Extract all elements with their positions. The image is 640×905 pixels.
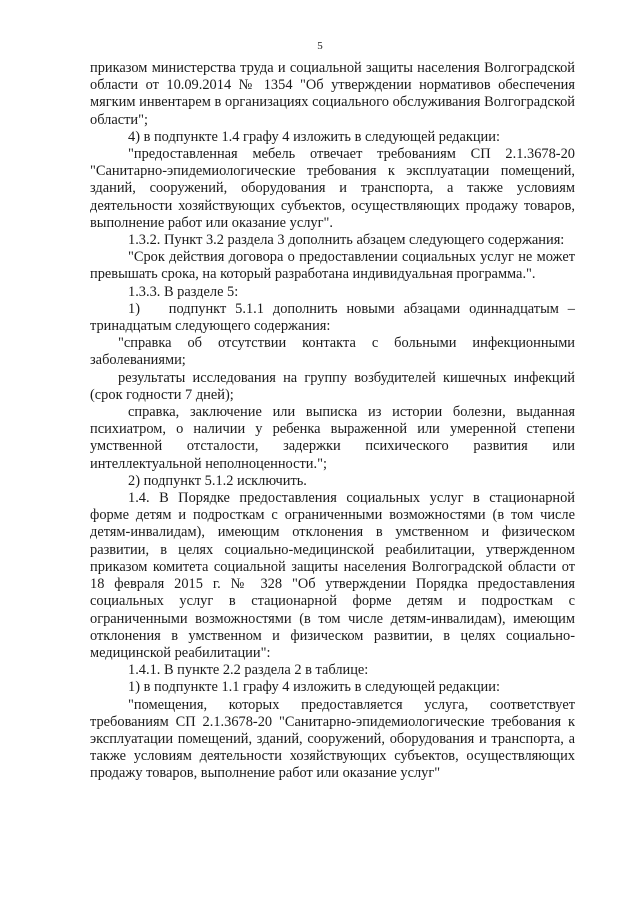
paragraph: 1.4. В Порядке предоставления социальных услуг в стационарной форме детям и подросткам с ограниченными возможностями (в том числе детям-инвалидам), имеющим отклонения в умственном и физическом развитии, в целях социально-медицинской реабилитации, утвержденном приказом комитета социальной защиты населения Волгоградской области от 18 февраля 2015 г. № 328 "Об утверждении Порядка предоставления социальных услуг в стационарной форме детям и подросткам с ограниченными возможностями (в том числе детям-инвалидам), имеющим отклонения в умственном и физическом развитии, в целях социально-медицинской реабилитации":: [90, 490, 575, 661]
paragraph: 1.3.2. Пункт 3.2 раздела 3 дополнить абзацем следующего содержания:: [128, 232, 565, 249]
paragraph: приказом министерства труда и социальной защиты населения Волгоградской области от 10.09.2014 № 1354 "Об утверждении нормативов обеспечения мягким инвентарем в организациях социального обслуживания Волгоградской области";: [90, 60, 575, 128]
paragraph: 1.3.3. В разделе 5:: [128, 283, 239, 300]
paragraph: "Срок действия договора о предоставлении социальных услуг не может превышать срока, на который разработана индивидуальная программа.".: [90, 249, 575, 283]
paragraph: справка, заключение или выписка из истории болезни, выданная психиатром, о наличии у ребенка выраженной или умеренной степени умственной отсталости, задержки психического развития или интеллектуальной неполноценности.";: [90, 404, 575, 472]
paragraph: 2) подпункт 5.1.2 исключить.: [128, 472, 307, 489]
paragraph: "справка об отсутствии контакта с больными инфекционными заболеваниями;: [90, 335, 575, 369]
paragraph: 1) подпункт 5.1.1 дополнить новыми абзацами одиннадцатым – тринадцатым следующего содержания:: [90, 300, 575, 335]
paragraph: "помещения, которых предоставляется услуга, соответствует требованиям СП 2.1.3678-20 "Санитарно-эпидемиологические требования к эксплуатации помещений, зданий, сооружений, оборудования и транспорта, а также условиям деятельности хозяйствующих субъектов, осуществляющих продажу товаров, выполнение работ или оказание услуг": [90, 696, 575, 782]
paragraph: результаты исследования на группу возбудителей кишечных инфекций (срок годности 7 дней);: [90, 369, 575, 403]
paragraph: 1.4.1. В пункте 2.2 раздела 2 в таблице:: [128, 662, 369, 679]
paragraph: 4) в подпункте 1.4 графу 4 изложить в следующей редакции:: [128, 128, 500, 145]
document-body: [90, 60, 575, 783]
paragraph: 1) в подпункте 1.1 графу 4 изложить в следующей редакции:: [128, 679, 500, 696]
page-number: 5: [317, 40, 323, 52]
paragraph: "предоставленная мебель отвечает требованиям СП 2.1.3678-20 "Санитарно-эпидемиологические требования к эксплуатации помещений, зданий, сооружений, оборудования и транспорта, а также условиям деятельности хозяйствующих субъектов, осуществляющих продажу товаров, выполнение работ или оказание услуг".: [90, 146, 575, 231]
